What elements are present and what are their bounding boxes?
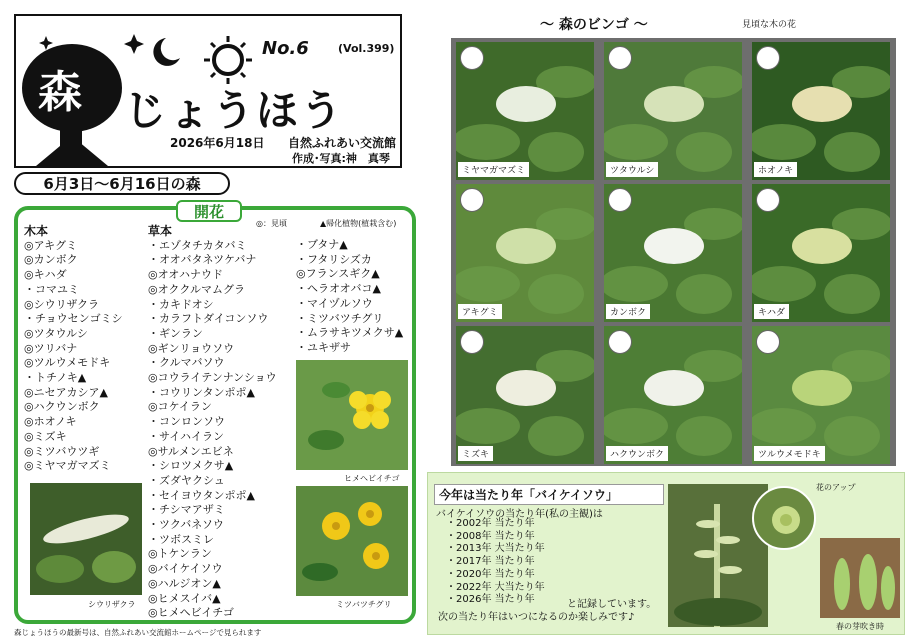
bingo-cell [604, 42, 742, 180]
list-item: ◎フランスギク▲ [296, 267, 380, 281]
list-item: ・ブタナ▲ [296, 238, 348, 251]
bingo-mark-circle[interactable] [756, 46, 780, 70]
bingo-cell-label: ホオノキ [754, 162, 797, 177]
trees-column [24, 224, 123, 474]
herbs-list-1 [148, 239, 277, 621]
list-item: ◎オククルマムグラ [148, 282, 246, 296]
list-item: ◎ホオノキ [24, 415, 77, 429]
list-item: ・2008年 当たり年 [446, 530, 535, 542]
list-item: ・2017年 当たり年 [446, 556, 535, 568]
list-item: ◎サルメンエビネ [148, 444, 234, 458]
list-item: ・トチノキ▲ [24, 371, 87, 385]
bingo-cell-label: キハダ [754, 304, 789, 319]
list-item: ◎ミズキ [24, 429, 67, 443]
bingo-cell-label: アキグミ [458, 304, 502, 319]
list-item: ・ミツバツチグリ [296, 311, 384, 325]
baikeisou-title: 今年は当たり年「バイケイソウ」 [434, 484, 664, 505]
list-item: ・コウリンタンポポ▲ [148, 385, 256, 399]
list-item: ◎シウリザクラ [24, 297, 99, 311]
bingo-mark-circle[interactable] [608, 46, 632, 70]
bingo-cell [604, 184, 742, 322]
list-item: ・カラフトダイコンソウ [148, 312, 269, 326]
photo-baikeisou-plant [668, 484, 768, 627]
logo-kana: じょうほう [124, 86, 345, 135]
list-item: ◎ツルウメモドキ [24, 356, 111, 370]
period-banner: 6月3日～6月16日の森 [14, 172, 230, 195]
list-item: ・チョウセンゴミシ [24, 312, 123, 326]
herbs-column-2 [296, 238, 403, 356]
list-item: ◎ヒメスイバ▲ [148, 591, 221, 605]
legend-naturalized: ▲帰化植物(植栽含む) [320, 219, 397, 228]
photo-mitsubatsuchiguri [296, 486, 408, 596]
bingo-mark-circle[interactable] [460, 188, 484, 212]
bingo-cell-label: ハクウンボク [606, 446, 668, 461]
list-item: ・フタリシズカ [296, 252, 372, 266]
list-item: ・ツクバネソウ [148, 518, 224, 532]
list-item: ・ズダヤクシュ [148, 473, 225, 487]
list-item: ・エゾタチカタバミ [148, 238, 247, 252]
list-item: ・シロツメクサ▲ [148, 459, 234, 473]
list-item: ◎コケイラン [148, 400, 212, 414]
list-item: ◎ヒメヘビイチゴ [148, 606, 234, 620]
moon-icon [153, 38, 180, 66]
baikeisou-intro: バイケイソウの当たり年(私の主観)は [436, 509, 603, 520]
list-item: ・コンロンソウ [148, 415, 225, 429]
caption-flower-up: 花のアップ [816, 483, 856, 492]
caption-mitsubatsuchiguri: ミツバツチグリ [336, 600, 392, 609]
issue-author: 作成･写真:神 真琴 [292, 152, 390, 165]
herbs-heading: 草本 [148, 224, 173, 238]
sun-icon [204, 36, 252, 84]
list-item: ・オオバタネツケバナ [148, 253, 257, 267]
bingo-cell-label: カンボク [606, 304, 650, 319]
bingo-grid [451, 38, 896, 466]
bingo-title: ～ 森のビンゴ ～ [540, 17, 648, 33]
list-item: ◎バイケイソウ [148, 562, 223, 576]
list-item: ・ツボスミレ [148, 532, 214, 546]
list-item: ◎ツリバナ [24, 341, 78, 355]
list-item: ・2013年 大当たり年 [446, 543, 545, 555]
bingo-cell [456, 42, 594, 180]
trees-list [24, 239, 123, 474]
list-item: ・サイハイラン [148, 429, 225, 443]
list-item: ・ヘラオオバコ▲ [296, 282, 381, 296]
list-item: ◎トケンラン [148, 547, 212, 561]
list-item: ・2002年 当たり年 [446, 518, 535, 529]
issue-number: No.6 [262, 38, 309, 59]
list-item: ・ギンラン [148, 326, 203, 340]
list-item: ・マイヅルソウ [296, 296, 373, 310]
bingo-mark-circle[interactable] [460, 330, 484, 354]
caption-himehebiichigo: ヒメヘビイチゴ [344, 474, 400, 483]
baikeisou-record-note: と記録しています。 [567, 599, 657, 610]
photo-himehebiichigo [296, 360, 408, 470]
list-item: ・ムラサキツメクサ▲ [296, 326, 404, 340]
list-item: ◎コウライテンナンショウ [148, 371, 277, 385]
trees-heading: 木本 [24, 224, 49, 238]
list-item: ◎ニセアカシア▲ [24, 385, 108, 399]
bingo-cell-label: ミズキ [458, 446, 493, 461]
bingo-cell-label: ツタウルシ [606, 162, 658, 177]
list-item: ◎ミツバウツギ [24, 444, 100, 458]
caption-sprout: 春の芽吹き時 [836, 622, 884, 631]
list-item: ◎アキグミ [24, 238, 78, 252]
list-item: ◎ギンリョウソウ [148, 341, 235, 355]
legend-seen: ◎：見頃 [256, 219, 287, 228]
list-item: ◎ハルジオン▲ [148, 576, 221, 590]
logo-kanji: 森 [38, 67, 82, 118]
bingo-mark-circle[interactable] [608, 330, 632, 354]
list-item: ◎カンボク [24, 253, 78, 267]
bingo-cell [456, 326, 594, 464]
list-item: ・コマユミ [24, 282, 79, 296]
list-item: ◎ツタウルシ [24, 326, 88, 340]
bingo-mark-circle[interactable] [608, 188, 632, 212]
bingo-cell [604, 326, 742, 464]
list-item: ◎ハクウンボク [24, 400, 100, 414]
issue-date: 2026年6月18日 [170, 136, 265, 150]
list-item: ・2022年 大当たり年 [446, 581, 545, 593]
bingo-cell-label: ミヤマガマズミ [458, 162, 529, 177]
herbs-list-2 [296, 238, 403, 356]
herbs-column-1 [148, 224, 277, 621]
list-item: ・ユキザサ [296, 340, 351, 354]
list-item: ・クルマバソウ [148, 356, 225, 370]
list-item: ◎キハダ [24, 268, 67, 282]
list-item: ・カキドオシ [148, 297, 214, 311]
bingo-mark-circle[interactable] [460, 46, 484, 70]
baikeisou-next-note: 次の当たり年はいつになるのか楽しみです♪ [438, 612, 635, 623]
baikeisou-year-list [446, 518, 545, 607]
list-item: ・2026年 当たり年 [446, 594, 535, 606]
bingo-cell [752, 184, 890, 322]
star-icon [39, 36, 53, 50]
list-item: ◎ミヤマガマズミ [24, 459, 111, 473]
bingo-mark-circle[interactable] [756, 330, 780, 354]
bingo-cell [752, 42, 890, 180]
bingo-cell-label: ツルウメモドキ [754, 446, 825, 461]
masthead [14, 14, 402, 168]
list-item: ・2020年 当たり年 [446, 568, 535, 580]
issue-venue: 自然ふれあい交流館 [288, 136, 397, 150]
issue-volume: (Vol.399) [338, 42, 395, 55]
list-item: ・チシマアザミ [148, 503, 225, 517]
photo-flower-up [752, 486, 816, 550]
list-item: ◎オオハナウド [148, 268, 224, 282]
photo-shiurizakura [30, 483, 142, 595]
bingo-subtitle: 見頃な木の花 [742, 20, 797, 30]
photo-sprout [820, 538, 900, 618]
caption-shiurizakura: シウリザクラ [88, 600, 136, 609]
bingo-cell [456, 184, 594, 322]
bingo-mark-circle[interactable] [756, 188, 780, 212]
bingo-cell [752, 326, 890, 464]
star-icon [124, 34, 144, 54]
bloom-title: 開花 [176, 200, 242, 222]
footer-note: 森じょうほうの最新号は、自然ふれあい交流館ホームページで見られます [14, 628, 262, 637]
list-item: ・セイヨウタンポポ▲ [148, 488, 256, 502]
